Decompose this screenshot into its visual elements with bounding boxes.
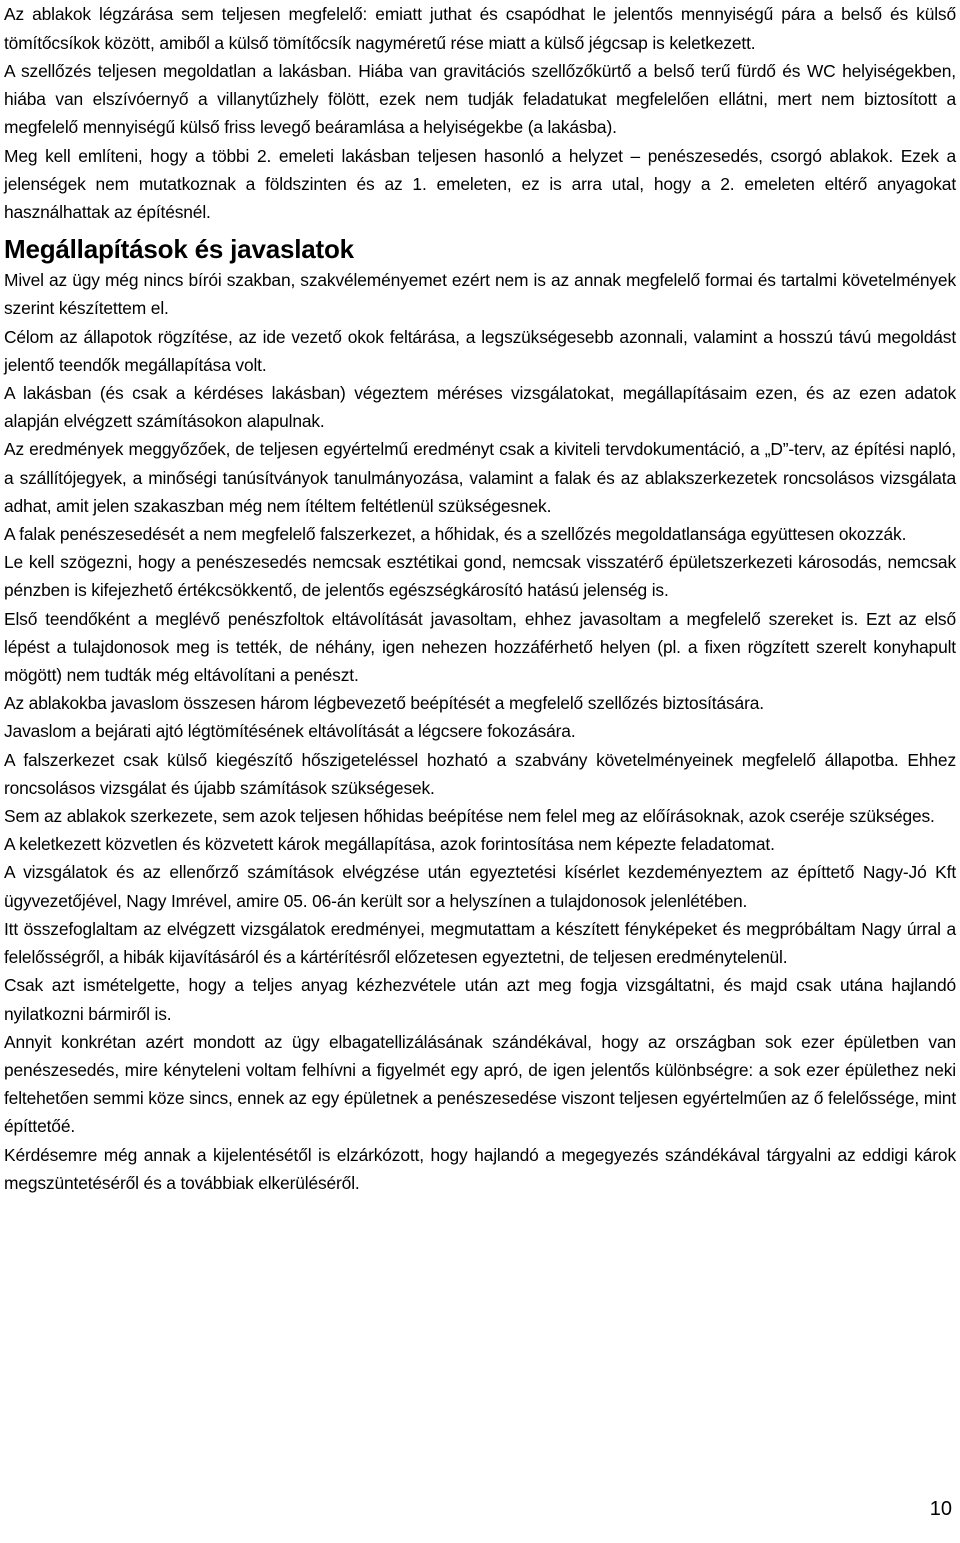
body-paragraph: Célom az állapotok rögzítése, az ide vezető okok feltárása, a legszükségesebb azonnali, valamint a hosszú távú megoldást jelentő teendők megállapítása volt. — [4, 326, 956, 375]
document-page — [4, 0, 956, 1197]
body-paragraph: A falak penészesedését a nem megfelelő falszerkezet, a hőhidak, és a szellőzés megoldatlansága együttesen okozzák. — [4, 524, 907, 545]
section-heading: Megállapítások és javaslatok — [4, 234, 354, 265]
intro-paragraph-3: Meg kell említeni, hogy a többi 2. emeleti lakásban teljesen hasonló a helyzet – penészesedés, csorgó ablakok. Ezek a jelenségek nem mutatkoznak a földszinten és az 1. emeleten, ez is arra utal, hogy a 2. emeleten eltérő anyagokat használhattak az építésnél. — [4, 145, 956, 223]
page-number: 10 — [929, 1498, 952, 1520]
body-paragraph: A falszerkezet csak külső kiegészítő hőszigeteléssel hozható a szabvány követelményeinek megfelelő állapotba. Ehhez roncsolásos vizsgálat és újabb számítások szükségesek. — [4, 749, 956, 798]
body-paragraph: Kérdésemre még annak a kijelentésétől is elzárkózott, hogy hajlandó a megegyezés szándékával tárgyalni az eddigi károk megszüntetéséről és a továbbiak elkerüléséről. — [4, 1144, 956, 1193]
intro-paragraph-2: A szellőzés teljesen megoldatlan a lakásban. Hiába van gravitációs szellőzőkürtő a belső terű fürdő és WC helyiségekben, hiába van elszívóernyő a villanytűzhely fölött, ezek nem tudják feladatukat megfelelően ellátni, mert nem biztosított a megfelelő mennyiségű külső friss levegő beáramlása a helyiségekbe (a lakásba). — [4, 61, 956, 138]
body-paragraph: Sem az ablakok szerkezete, sem azok teljesen hőhidas beépítése nem felel meg az előírásoknak, azok cseréje szükséges. — [4, 806, 935, 827]
body-paragraph: A vizsgálatok és az ellenőrző számítások elvégzése után egyeztetési kísérlet kezdeményeztem az építtető Nagy-Jó Kft ügyvezetőjével, Nagy Imrével, amire 05. 06-án került sor a helyszínen a tulajdonosok jelenlétében. — [4, 862, 956, 911]
body-paragraph: Mivel az ügy még nincs bírói szakban, szakvéleményemet ezért nem is az annak megfelelő formai és tartalmi követelmények szerint készítettem el. — [4, 270, 956, 319]
body-paragraph: Annyit konkrétan azért mondott az ügy elbagatellizálásának szándékával, hogy az országban sok ezer épületben van penészesedés, mire kényteleni voltam felhívni a figyelmét egy apró, de igen jelentős különbségre: a sok ezer épülethez neki feltehetően semmi köze sincs, ennek az egy épületnek a penészesedése viszont teljesen egyértelműen az ő felelőssége, mint építtetőé. — [4, 1031, 956, 1137]
body-paragraph: Itt összefoglaltam az elvégzett vizsgálatok eredményei, megmutattam a készített fényképeket és megpróbáltam Nagy úrral a felelősségről, a hibák kijavításáról és a kártérítésről előzetesen egyeztetni, de teljesen eredménytelenül. — [4, 918, 956, 968]
body-paragraph: Az ablakokba javaslom összesen három légbevezető beépítését a megfelelő szellőzés biztosítására. — [4, 693, 764, 714]
body-paragraph: Le kell szögezni, hogy a penészesedés nemcsak esztétikai gond, nemcsak visszatérő épületszerkezeti károsodás, nemcsak pénzben is kifejezhető értékcsökkentő, de jelentős egészségkárosító hatású jelenség is. — [4, 552, 956, 601]
body-paragraph: Javaslom a bejárati ajtó légtömítésének eltávolítását a légcsere fokozására. — [4, 721, 576, 742]
body-paragraph: Csak azt ismételgette, hogy a teljes anyag kézhezvétele után azt meg fogja vizsgáltatni, és majd csak utána hajlandó nyilatkozni bármiről is. — [4, 975, 956, 1024]
body-paragraph: Első teendőként a meglévő penészfoltok eltávolítását javasoltam, ehhez javasoltam a megfelelő szereket is. Ezt az első lépést a tulajdonosok meg is tették, de néhány, igen nehezen hozzáférhető helyen (pl. a fixen rögzített szerelt konyhapult mögött) nem tudták még eltávolítani a penészt. — [4, 608, 956, 686]
intro-paragraph-1: Az ablakok légzárása sem teljesen megfelelő: emiatt juthat és csapódhat le jelentős mennyiségű pára a belső és külső tömítőcsíkok között, amiből a külső tömítőcsík nagyméretű rése miatt a külső jégcsap is keletkezett. — [4, 4, 956, 53]
body-paragraph: A lakásban (és csak a kérdéses lakásban) végeztem méréses vizsgálatokat, megállapításaim ezen, és az ezen adatok alapján elvégzett számításokon alapulnak. — [4, 383, 956, 432]
body-paragraph: Az eredmények meggyőzőek, de teljesen egyértelmű eredményt csak a kiviteli tervdokumentáció, a „D”-terv, az építési napló, a szállítójegyek, a minőségi tanúsítványok tanulmányozása, valamint a falak és az ablakszerkezetek roncsolásos vizsgálata adhat, amit jelen szakaszban még nem ítéltem feltétlenül szükségesnek. — [4, 439, 956, 516]
body-paragraph: A keletkezett közvetlen és közvetett károk megállapítása, azok forintosítása nem képezte feladatomat. — [4, 834, 775, 855]
